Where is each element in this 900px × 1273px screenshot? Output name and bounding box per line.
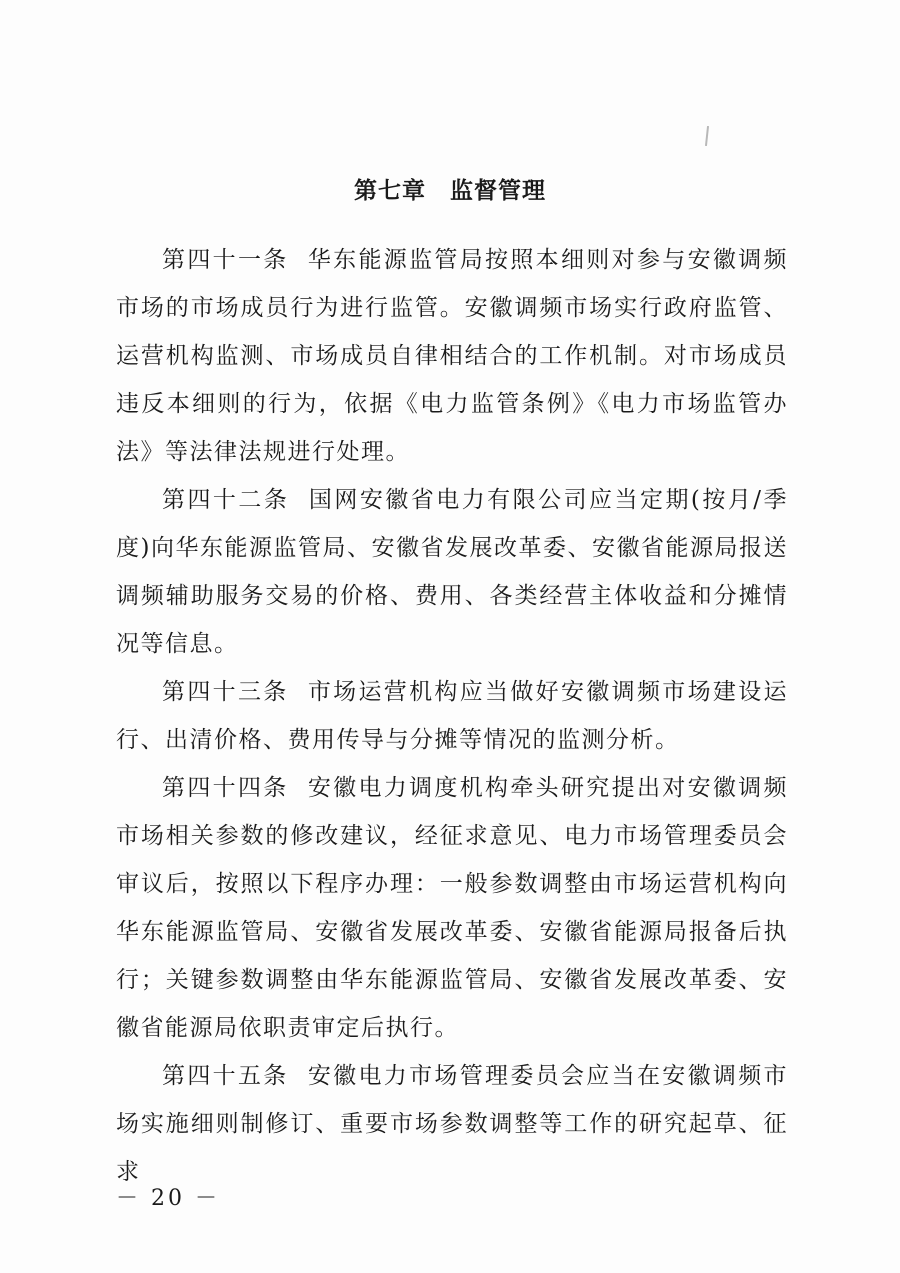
article-number: 第四十四条 [162, 775, 289, 801]
article-text: 市场运营机构应当做好安徽调频市场建设运行、出清价格、费用传导与分摊等情况的监测分析。 [116, 679, 789, 753]
article-number: 第四十二条 [162, 487, 290, 513]
article-42 [116, 476, 788, 668]
scan-mark [705, 126, 709, 146]
page-number: － 20 － [116, 1186, 220, 1211]
article-text: 安徽电力市场管理委员会应当在安徽调频市场实施细则制修订、重要市场参数调整等工作的研究起草、征求 [116, 1063, 789, 1185]
article-text: 安徽电力调度机构牵头研究提出对安徽调频市场相关参数的修改建议，经征求意见、电力市场管理委员会审议后，按照以下程序办理：一般参数调整由市场运营机构向华东能源监管局、安徽省发展改革委、安徽省能源局报备后执行；关键参数调整由华东能源监管局、安徽省发展改革委、安徽省能源局依职责审定后执行。 [116, 775, 789, 1041]
article-44 [116, 764, 788, 1052]
article-text: 华东能源监管局按照本细则对参与安徽调频市场的市场成员行为进行监管。安徽调频市场实行政府监管、运营机构监测、市场成员自律相结合的工作机制。对市场成员违反本细则的行为，依据《电力监管条例》《电力市场监管办法》等法律法规进行处理。 [116, 247, 789, 465]
chapter-title: 第七章 监督管理 [354, 178, 546, 204]
article-text: 国网安徽省电力有限公司应当定期(按月/季度)向华东能源监管局、安徽省发展改革委、安徽省能源局报送调频辅助服务交易的价格、费用、各类经营主体收益和分摊情况等信息。 [116, 487, 789, 657]
document-body [116, 236, 788, 1196]
article-number: 第四十三条 [162, 679, 289, 705]
article-41 [116, 236, 788, 476]
article-45 [116, 1052, 788, 1196]
article-number: 第四十五条 [162, 1063, 289, 1089]
article-number: 第四十一条 [162, 247, 289, 273]
article-43 [116, 668, 788, 764]
